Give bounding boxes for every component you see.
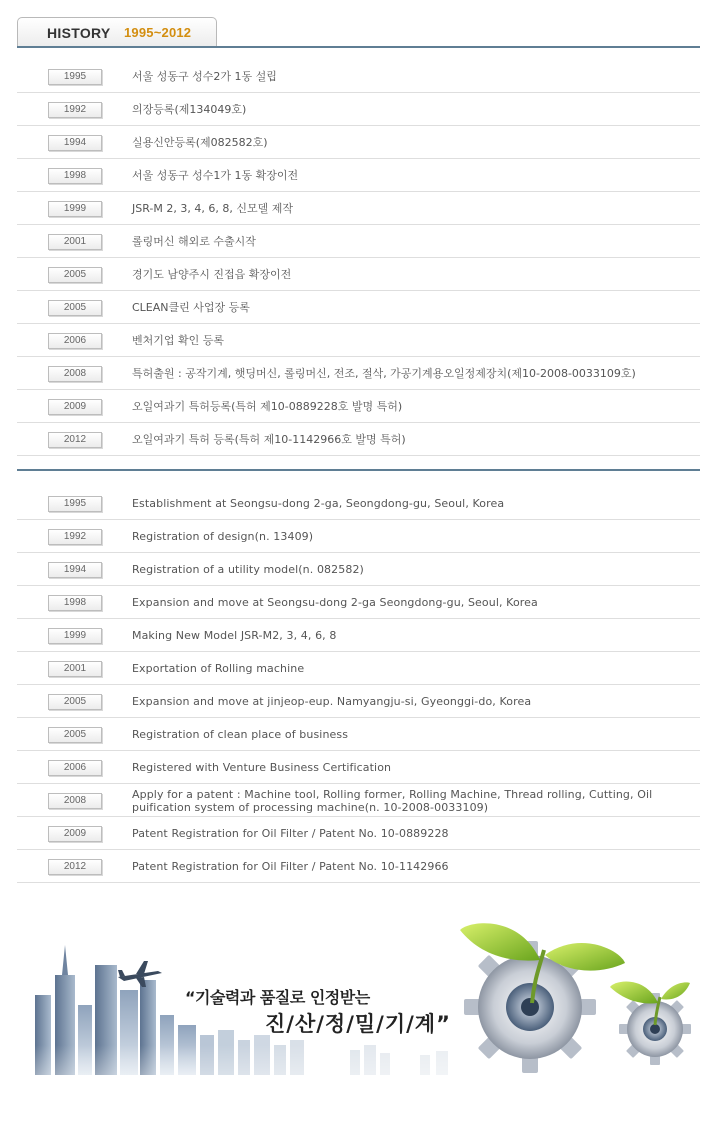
history-row [17,685,700,718]
year-badge: 2001 [48,661,102,677]
history-row [17,126,700,159]
history-description: Registered with Venture Business Certification [132,761,392,774]
year-badge: 2009 [48,826,102,842]
history-row [17,520,700,553]
history-description: 실용신안등록(제082582호) [132,136,268,149]
history-description: CLEAN클린 사업장 등록 [132,301,250,314]
year-badge: 2006 [48,333,102,349]
year-badge: 1995 [48,69,102,85]
history-description: Exportation of Rolling machine [132,662,305,675]
history-row [17,357,700,390]
history-row [17,258,700,291]
history-description: 서울 성동구 성수1가 1동 확장이전 [132,169,299,182]
history-row [17,751,700,784]
history-description: 서울 성동구 성수2가 1동 설립 [132,70,277,83]
history-description: Patent Registration for Oil Filter / Patent No. 10-1142966 [132,860,449,873]
history-row [17,553,700,586]
history-title: HISTORY [47,25,111,41]
slogan-line-2: 진/산/정/밀/기/계” [265,1012,451,1036]
history-row [17,390,700,423]
history-row [17,423,700,456]
history-row [17,225,700,258]
year-badge: 1992 [48,102,102,118]
history-description: Registration of a utility model(n. 082582) [132,563,364,576]
history-description: 벤처기업 확인 등록 [132,334,225,347]
history-description: Registration of clean place of business [132,728,349,741]
slogan-line-1: “기술력과 품질로 인정받는 [185,988,370,1007]
history-description: Establishment at Seongsu-dong 2-ga, Seongdong-gu, Seoul, Korea [132,497,505,510]
year-badge: 2005 [48,267,102,283]
history-list-korean [17,60,700,456]
year-badge: 1992 [48,529,102,545]
history-row [17,586,700,619]
year-badge: 2009 [48,399,102,415]
company-banner [0,905,714,1125]
history-row [17,192,700,225]
history-description: 특허출원 : 공작기계, 햇딩머신, 롤링머신, 전조, 절삭, 가공기계용오일정제장치(제10-2008-0033109호) [132,367,636,380]
year-badge: 2008 [48,366,102,382]
history-description: Expansion and move at jinjeop-eup. Namyangju-si, Gyeonggi-do, Korea [132,695,532,708]
year-badge: 2005 [48,300,102,316]
year-badge: 2001 [48,234,102,250]
history-description: 오일여과기 특허 등록(특허 제10-1142966호 발명 특허) [132,433,406,446]
history-row [17,718,700,751]
year-badge: 1994 [48,562,102,578]
history-description: Registration of design(n. 13409) [132,530,314,543]
history-row [17,60,700,93]
year-badge: 2008 [48,793,102,809]
history-row [17,93,700,126]
header-rule [17,46,700,48]
year-badge: 1999 [48,201,102,217]
history-row [17,619,700,652]
history-row [17,487,700,520]
history-row [17,784,700,817]
history-tab-bar [17,17,700,49]
history-row [17,817,700,850]
history-row [17,159,700,192]
year-badge: 2012 [48,432,102,448]
history-tab [17,17,217,47]
history-description: 오일여과기 특허등록(특허 제10-0889228호 발명 특허) [132,400,403,413]
section-divider [17,469,700,471]
year-badge: 2012 [48,859,102,875]
history-row [17,324,700,357]
year-badge: 2006 [48,760,102,776]
year-badge: 1998 [48,595,102,611]
history-description: Apply for a patent : Machine tool, Rolling former, Rolling Machine, Thread rolling, Cutting, Oil puification system of processing machine(n. 10-2008-0033109) [132,787,653,814]
history-description: 경기도 남양주시 진접읍 확장이전 [132,268,292,281]
history-description: Making New Model JSR-M2, 3, 4, 6, 8 [132,629,337,642]
history-description: 의장등록(제134049호) [132,103,247,116]
history-year-range: 1995~2012 [124,25,192,40]
history-description: 롤링머신 해외로 수출시작 [132,235,256,248]
year-badge: 2005 [48,694,102,710]
history-description: Expansion and move at Seongsu-dong 2-ga Seongdong-gu, Seoul, Korea [132,596,538,609]
history-row [17,850,700,883]
history-list-english [17,487,700,883]
history-row [17,291,700,324]
history-row [17,652,700,685]
small-gear-icon [619,993,691,1065]
history-description: Patent Registration for Oil Filter / Patent No. 10-0889228 [132,827,449,840]
year-badge: 1998 [48,168,102,184]
history-description: JSR-M 2, 3, 4, 6, 8, 신모델 제작 [132,202,293,215]
year-badge: 1995 [48,496,102,512]
year-badge: 1999 [48,628,102,644]
year-badge: 2005 [48,727,102,743]
year-badge: 1994 [48,135,102,151]
